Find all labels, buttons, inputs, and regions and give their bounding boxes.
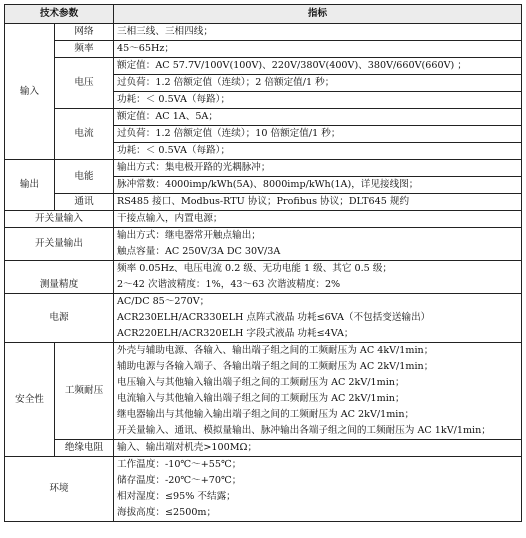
withstand-line-3: 电压输入与其他输入输出端子组之间的工频耐压为 AC 2kV/1min； [117, 377, 405, 388]
switch-in-label: 开关量输入 [5, 211, 114, 228]
switch-out-mode: 输出方式：继电器常开触点输出； [117, 230, 261, 241]
output-label: 输出 [5, 160, 55, 211]
switch-in-value: 干接点输入，内置电源； [114, 211, 522, 228]
power-values [114, 294, 522, 343]
accuracy-values [114, 261, 522, 294]
table-row [5, 294, 522, 343]
switch-out-capacity: 触点容量：AC 250V/3A DC 30V/3A [117, 246, 281, 257]
current-label: 电流 [55, 109, 114, 160]
env-altitude: 海拔高度：≤2500m； [117, 507, 217, 518]
table-header-row [5, 5, 522, 24]
table-row [5, 41, 522, 58]
header-indicator: 指标 [114, 5, 522, 24]
current-overload: 过负荷：1.2 倍额定值（连续）；10 倍额定值/1 秒； [114, 125, 521, 142]
accuracy-label: 测量精度 [5, 261, 114, 294]
table-row [5, 109, 522, 160]
table-row [5, 24, 522, 41]
table-row [5, 343, 522, 440]
current-rated: 额定值：AC 1A、5A； [117, 111, 218, 122]
spec-table [4, 4, 522, 522]
withstand-line-1: 外壳与辅助电源、各输入、输出端子组之间的工频耐压为 AC 4kV/1min； [117, 345, 434, 356]
power-line-2: ACR230ELH/ACR330ELH 点阵式液晶 功耗≤6VA（不包括变送输出） [117, 312, 431, 323]
comm-label: 通讯 [55, 194, 114, 211]
current-power: 功耗：＜ 0.5VA（每路）； [114, 142, 521, 159]
voltage-overload: 过负荷：1.2 倍额定值（连续）；2 倍额定值/1 秒； [114, 74, 521, 91]
energy-output-mode: 输出方式：集电极开路的光耦脉冲； [117, 162, 271, 173]
insulation-label: 绝缘电阻 [55, 440, 114, 457]
table-row [5, 160, 522, 194]
network-value: 三相三线、三相四线； [114, 24, 522, 41]
frequency-label: 频率 [55, 41, 114, 58]
energy-pulse-constant: 脉冲常数：4000imp/kWh(5A)、8000imp/kWh(1A)，详见接线图； [114, 176, 521, 193]
frequency-value: 45～65Hz； [114, 41, 522, 58]
voltage-label: 电压 [55, 58, 114, 109]
withstand-line-2: 辅助电源与各输入端子、各输出端子组之间的工频耐压为 AC 2kV/1min； [117, 361, 434, 372]
withstand-line-6: 开关量输入、通讯、模拟量输出、脉冲输出各端子组之间的工频耐压为 AC 1kV/1min； [117, 425, 491, 436]
table-row [5, 457, 522, 522]
environment-label: 环境 [5, 457, 114, 522]
table-row [5, 228, 522, 261]
table-row [5, 194, 522, 211]
network-label: 网络 [55, 24, 114, 41]
voltage-power: 功耗：＜ 0.5VA（每路）； [114, 91, 521, 108]
power-label: 电源 [5, 294, 114, 343]
voltage-values [114, 58, 522, 109]
table-row [5, 211, 522, 228]
power-line-1: AC/DC 85～270V； [117, 296, 210, 307]
withstand-line-4: 电流输入与其他输入输出端子组之间的工频耐压为 AC 2kV/1min； [117, 393, 405, 404]
withstand-values [114, 343, 522, 440]
switch-out-values [114, 228, 522, 261]
env-humidity: 相对湿度：≤95% 不结露； [117, 491, 236, 502]
energy-label: 电能 [55, 160, 114, 194]
table-row [5, 261, 522, 294]
power-line-3: ACR220ELH/ACR320ELH 字段式液晶 功耗≤4VA； [117, 328, 354, 339]
safety-label: 安全性 [5, 343, 55, 457]
env-storage-temp: 储存温度：-20℃～+70℃； [117, 475, 242, 486]
current-values [114, 109, 522, 160]
table-row [5, 58, 522, 109]
input-label: 输入 [5, 24, 55, 160]
insulation-value: 输入、输出端对机壳>100MΩ； [114, 440, 522, 457]
header-param: 技术参数 [5, 5, 114, 24]
env-working-temp: 工作温度：-10℃～+55℃； [117, 459, 242, 470]
voltage-rated: 额定值：AC 57.7V/100V(100V)、220V/380V(400V)、380V/660V(660V) ； [117, 60, 467, 71]
accuracy-line-1: 频率 0.05Hz、电压电流 0.2 级、无功电能 1 级、其它 0.5 级； [117, 263, 393, 274]
table-row [5, 440, 522, 457]
comm-value: RS485 接口、Modbus-RTU 协议；Profibus 协议；DLT645 规约 [114, 194, 522, 211]
withstand-label: 工频耐压 [55, 343, 114, 440]
energy-values [114, 160, 522, 194]
switch-out-label: 开关量输出 [5, 228, 114, 261]
accuracy-line-2: 2～42 次谐波精度：1%，43～63 次谐波精度：2% [117, 279, 341, 290]
withstand-line-5: 继电器输出与其他输入输出端子组之间的工频耐压为 AC 2kV/1min； [117, 409, 415, 420]
environment-values [114, 457, 522, 522]
